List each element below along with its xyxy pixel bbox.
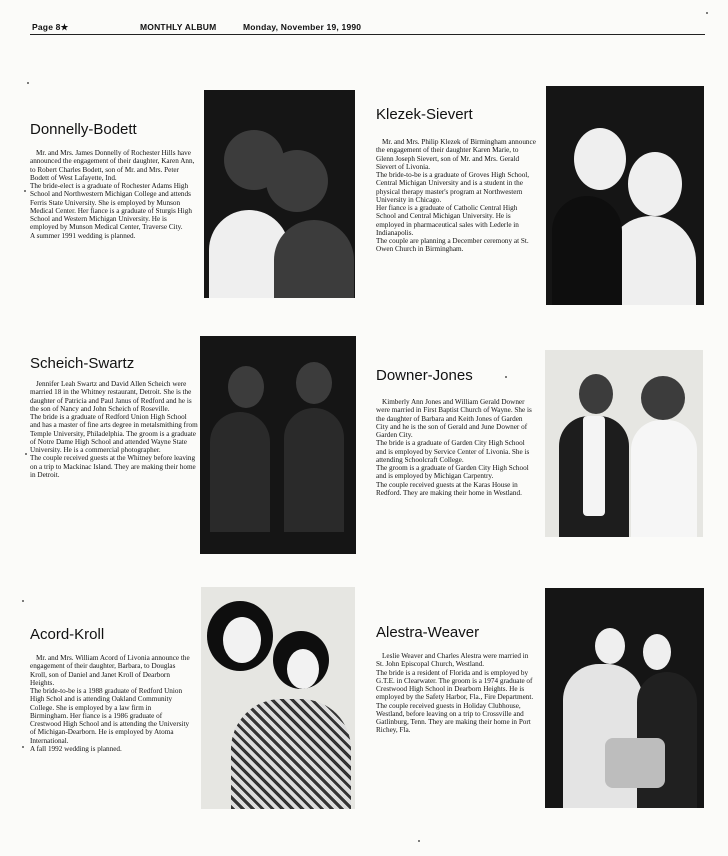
scan-speck xyxy=(27,82,29,84)
article-body-klezek-sievert: Mr. and Mrs. Philip Klezek of Birmingham announce the engagement of their daughter Karen Marie, to Glenn Joseph Sievert, son of Mr. and Mrs. Gerald Sievert of Livonia. The bride-to-be is a graduate of Groves High School, Central Michigan University and is a student in the physical therapy master's program at Northwestern University in Chicago. Her fiance is a graduate of Catholic Central High School and Central Michigan University. He is employed in pharmaceutical sales with Lederle in Indianapolis. The couple are planning a December ceremony at St. Owen Church in Birmingham. xyxy=(376,138,536,254)
article-body-acord-kroll: Mr. and Mrs. William Acord of Livonia announce the engagement of their daughter, Barbara, to Douglas Kroll, son of Daniel and Janet Kroll of Dearborn Heights. The bride-to-be is a 1988 graduate of Redford Union High Schol and is attending Oakland Community College. She is employed by a law firm in Birmingham. Her fiance is a 1986 graduate of Crestwood High School and is attending the University of Michigan-Dearborn. He is employed by Atoma International. A fall 1992 wedding is planned. xyxy=(30,654,190,753)
article-title-alestra-weaver: Alestra-Weaver xyxy=(376,624,480,641)
scan-speck xyxy=(418,840,420,842)
article-body-scheich-swartz: Jennifer Leah Swartz and David Allen Scheich were married 18 in the Whitney restaurant, Detroit. She is the daughter of Patricia and Paul Janus of Redford and he is the son of Nancy and John Scheich of Roseville. The bride is a graduate of Redford Union High School and has a master of fine arts degree in metalsmithing from Temple University, Philadelphia. The groom is a graduate of Notre Dame High School and attended Wayne State University. He is a commercial photographer. The couple received guests at the Whitney before leaving on a trip to Mackinac Island. They are making their home in Detroit. xyxy=(30,380,198,479)
photo-acord-kroll xyxy=(201,587,355,809)
scan-speck xyxy=(706,12,708,14)
scan-speck xyxy=(22,600,24,602)
article-body-alestra-weaver: Leslie Weaver and Charles Alestra were married in St. John Episcopal Church, Westland. The bride is a resident of Florida and is employed by G.T.E. in Clearwater. The groom is a 1974 graduate of Crestwood High School in Dearborn Heights. He is employed by the Safety Harbor, Fla., Fire Department. The couple received guests in Holiday Clubhouse, Westland, before leaving on a trip to Crossville and Gatlinburg, Tenn. They are making their home in Port Richey, Fla. xyxy=(376,652,534,735)
scan-speck xyxy=(22,746,24,748)
photo-downer-jones xyxy=(545,350,703,537)
page-number: Page 8★ xyxy=(32,22,69,32)
article-title-downer-jones: Downer-Jones xyxy=(376,367,473,384)
issue-date: Monday, November 19, 1990 xyxy=(243,22,362,32)
scan-speck xyxy=(25,453,27,455)
article-title-donnelly-bodett: Donnelly-Bodett xyxy=(30,121,137,138)
section-name: MONTHLY ALBUM xyxy=(140,22,217,32)
scan-speck xyxy=(24,190,26,192)
article-body-downer-jones: Kimberly Ann Jones and William Gerald Downer were married in First Baptist Church of Wayne. She is the daughter of Barbara and Keith Jones of Garden City and he is the son of Gerald and June Downer of Garden City. The bride is a graduate of Garden City High School and is employed by Service Center of Livonia. She is attending Schoolcraft College. The groom is a graduate of Garden City High School and is employed by Michigan Carpentry. The couple received guests at the Karas House in Redford. They are making their home in Westland. xyxy=(376,398,532,497)
photo-klezek-sievert xyxy=(546,86,704,305)
scan-speck xyxy=(505,376,507,378)
header-rule xyxy=(30,34,705,35)
article-title-klezek-sievert: Klezek-Sievert xyxy=(376,106,473,123)
photo-alestra-weaver xyxy=(545,588,704,808)
article-title-acord-kroll: Acord-Kroll xyxy=(30,626,105,643)
article-body-donnelly-bodett: Mr. and Mrs. James Donnelly of Rochester Hills have announced the engagement of their daughter, Karen Ann, to Robert Charles Bodett, son of Mr. and Mrs. Peter Bodett of West Lafayette, Ind. The bride-elect is a graduate of Rochester Adams High School and Northwestern Michigan College and attends Ferris State University. She is employed by Munson Medical Center. Her fiance is a graduate of Sturgis High School and Western Michigan University. He is employed by Munson Medical Center, Traverse City. A summer 1991 wedding is planned. xyxy=(30,149,195,240)
photo-scheich-swartz xyxy=(200,336,356,554)
photo-donnelly-bodett xyxy=(204,90,355,298)
article-title-scheich-swartz: Scheich-Swartz xyxy=(30,355,135,372)
